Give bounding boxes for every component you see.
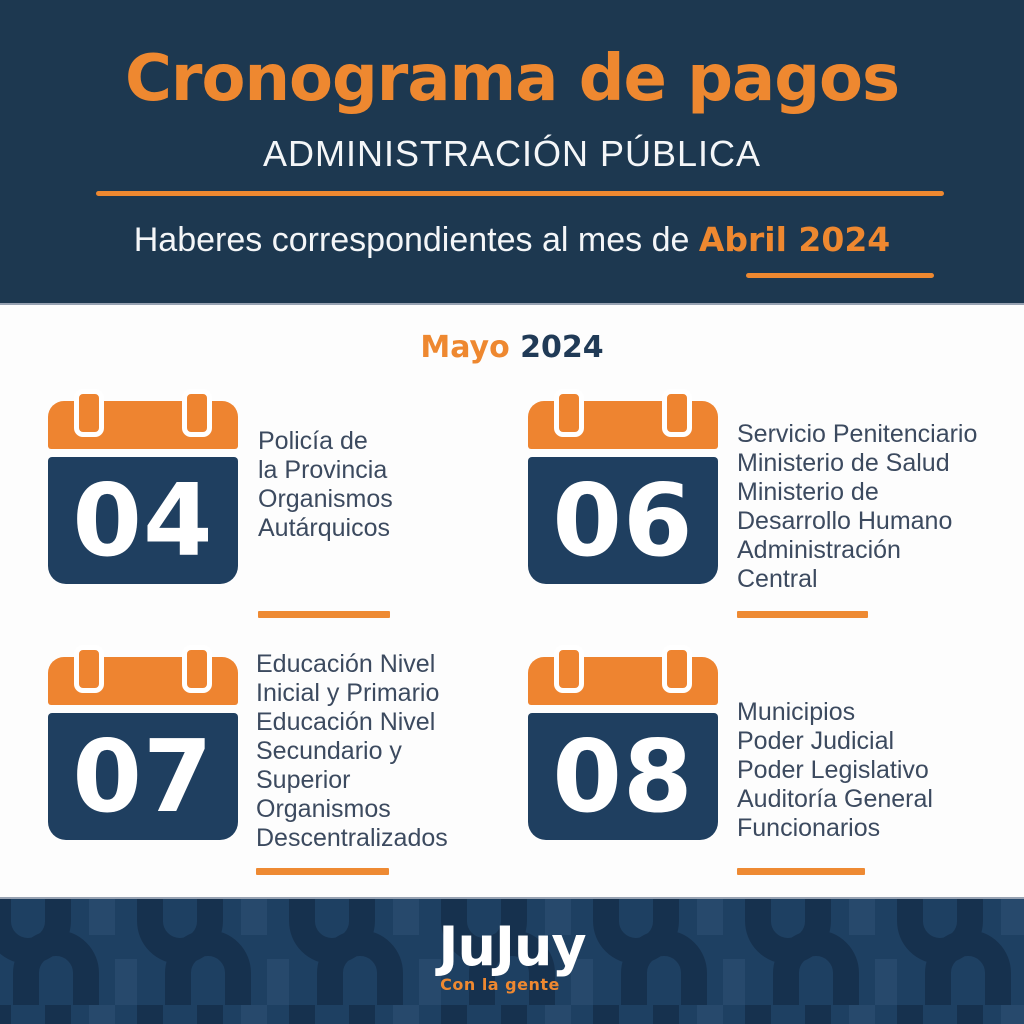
entry-underline-bar <box>258 611 390 618</box>
entry-line: Administración <box>737 536 901 564</box>
entry-description <box>258 427 393 543</box>
entry-line: Inicial y Primario <box>256 679 440 707</box>
calendar-ring-icon <box>74 645 104 693</box>
jujuy-logo: JuJuy <box>438 915 586 978</box>
header-band <box>0 0 1024 305</box>
entry-line: Ministerio de Salud <box>737 449 950 477</box>
calendar-ring-icon <box>182 389 212 437</box>
entry-description <box>737 698 933 843</box>
calendar-icon <box>48 389 238 584</box>
entry-line: Municipios <box>737 698 856 726</box>
intro-underline-bar <box>746 273 934 278</box>
calendar-day: 07 <box>72 718 214 835</box>
entry-line: Central <box>737 565 818 593</box>
entry-line: Ministerio de <box>737 478 879 506</box>
entry-line: Descentralizados <box>256 824 448 852</box>
calendar-day: 04 <box>72 462 214 579</box>
entry-underline-bar <box>256 868 389 875</box>
calendar-body <box>48 457 238 584</box>
entry-underline-bar <box>737 611 868 618</box>
calendar-ring-icon <box>554 389 584 437</box>
entry-underline-bar <box>737 868 865 875</box>
calendar-icon <box>48 645 238 840</box>
calendar-body <box>528 457 718 584</box>
calendar-icon <box>528 389 718 584</box>
entry-line: Educación Nivel <box>256 708 436 736</box>
entry-line: la Provincia <box>258 456 388 484</box>
entry-description <box>737 420 977 594</box>
entry-line: Poder Legislativo <box>737 756 929 784</box>
entry-line: Organismos <box>258 485 393 513</box>
entry-line: Secundario y <box>256 737 402 765</box>
calendar-day: 08 <box>552 718 694 835</box>
entry-line: Superior <box>256 766 351 794</box>
calendar-day: 06 <box>552 462 694 579</box>
entry-line: Auditoría General <box>737 785 933 813</box>
calendar-ring-icon <box>182 645 212 693</box>
intro-prefix: Haberes correspondientes al mes de <box>133 221 699 259</box>
entry-line: Funcionarios <box>737 814 881 842</box>
entry-line: Poder Judicial <box>737 727 895 755</box>
footer-tagline: Con la gente <box>440 975 560 994</box>
entry-line: Educación Nivel <box>256 650 436 678</box>
month-year: 2024 <box>520 330 604 365</box>
entry-line: Autárquicos <box>258 514 391 542</box>
header-subtitle: ADMINISTRACIÓN PÚBLICA <box>262 133 762 174</box>
calendar-ring-icon <box>554 645 584 693</box>
header-divider <box>96 191 944 196</box>
month-name: Mayo <box>420 330 510 365</box>
calendar-body <box>528 713 718 840</box>
entry-line: Organismos <box>256 795 391 823</box>
entry-line: Servicio Penitenciario <box>737 420 978 448</box>
entry-description <box>256 650 448 853</box>
entry-line: Policía de <box>258 427 368 455</box>
calendar-body <box>48 713 238 840</box>
footer-band <box>0 897 1024 1024</box>
page-title: Cronograma de pagos <box>124 42 900 116</box>
calendar-ring-icon <box>662 645 692 693</box>
entry-line: Desarrollo Humano <box>737 507 953 535</box>
month-heading <box>0 330 1024 365</box>
calendar-icon <box>528 645 718 840</box>
calendar-ring-icon <box>74 389 104 437</box>
intro-text <box>0 220 1024 260</box>
intro-highlight: Abril 2024 <box>698 220 891 259</box>
calendar-ring-icon <box>662 389 692 437</box>
